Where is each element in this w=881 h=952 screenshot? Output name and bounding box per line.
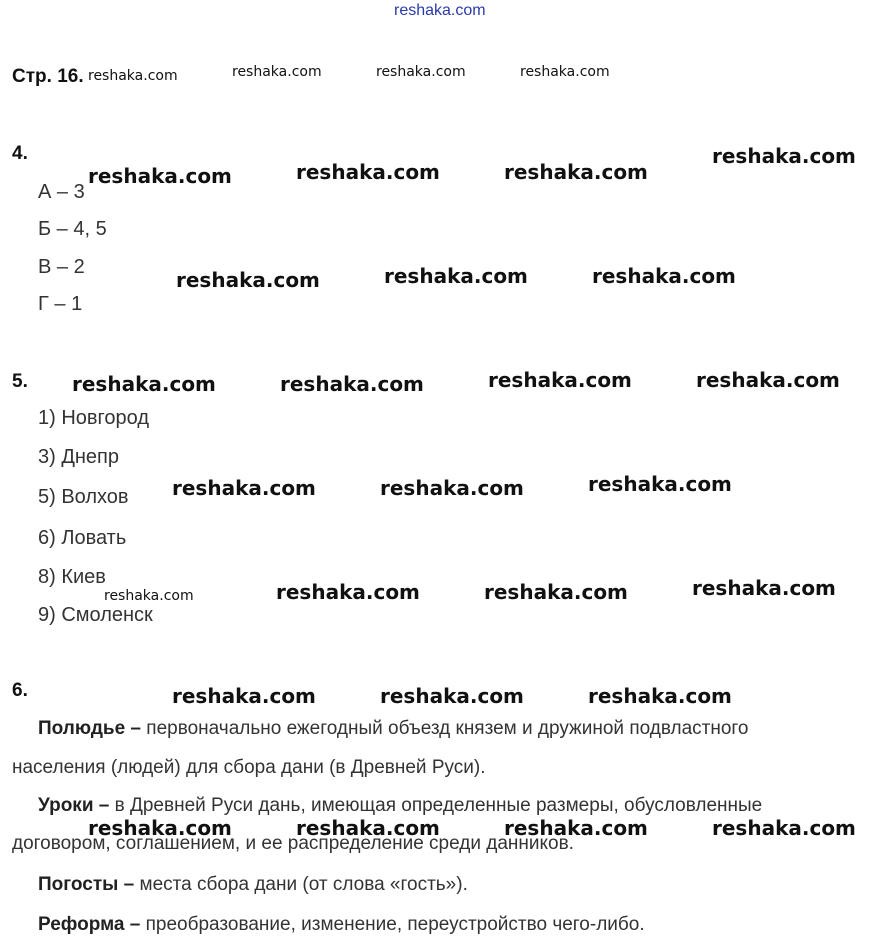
watermark: reshaka.com (104, 588, 194, 604)
definition-text: места сбора дани (от слова «гость»). (139, 874, 468, 895)
task-4-answer: Г – 1 (38, 293, 83, 315)
watermark: reshaka.com (172, 476, 316, 500)
watermark: reshaka.com (588, 684, 732, 708)
definition-text: преобразование, изменение, переустройство чего-либо. (145, 914, 645, 935)
watermark: reshaka.com (504, 160, 648, 184)
watermark: reshaka.com (280, 372, 424, 396)
watermark: reshaka.com (72, 372, 216, 396)
watermark: reshaka.com (176, 268, 320, 292)
watermark: reshaka.com (504, 816, 648, 840)
watermark: reshaka.com (232, 64, 322, 80)
term-definition (38, 874, 468, 896)
task-5-answer: 5) Волхов (38, 486, 129, 508)
definition-text: первоначально ежегодный объезд князем и дружиной подвластного (146, 718, 749, 739)
definition-text: в Древней Руси дань, имеющая определенные размеры, обусловленные (114, 795, 763, 816)
task-4-answer: В – 2 (38, 256, 85, 278)
term-name: Погосты – (38, 874, 135, 895)
watermark: reshaka.com (712, 144, 856, 168)
watermark: reshaka.com (384, 264, 528, 288)
task-5-answer: 9) Смоленск (38, 604, 153, 626)
watermark: reshaka.com (376, 64, 466, 80)
task-4-answer: А – 3 (38, 181, 85, 203)
task-4-number: 4. (12, 143, 28, 164)
task-4-answer: Б – 4, 5 (38, 218, 107, 240)
watermark: reshaka.com (488, 368, 632, 392)
task-5-answer: 8) Киев (38, 566, 106, 588)
watermark: reshaka.com (172, 684, 316, 708)
watermark: reshaka.com (276, 580, 420, 604)
term-name: Уроки – (38, 795, 110, 816)
watermark: reshaka.com (296, 816, 440, 840)
watermark: reshaka.com (296, 160, 440, 184)
definition-continuation: договором, соглашением, и ее распределение среди данников. (12, 833, 574, 854)
task-5-answer: 3) Днепр (38, 446, 120, 468)
term-name: Реформа – (38, 914, 141, 935)
watermark: reshaka.com (88, 164, 232, 188)
watermark: reshaka.com (88, 68, 178, 84)
watermark: reshaka.com (588, 472, 732, 496)
term-name: Полюдье – (38, 718, 141, 739)
site-header-link[interactable]: reshaka.com (394, 2, 486, 19)
watermark: reshaka.com (88, 816, 232, 840)
watermark: reshaka.com (380, 684, 524, 708)
watermark: reshaka.com (592, 264, 736, 288)
task-5-number: 5. (12, 371, 28, 392)
task-5-answer: 6) Ловать (38, 527, 127, 549)
task-5-answer: 1) Новгород (38, 407, 149, 429)
watermark: reshaka.com (484, 580, 628, 604)
watermark: reshaka.com (712, 816, 856, 840)
watermark: reshaka.com (696, 368, 840, 392)
watermark: reshaka.com (380, 476, 524, 500)
term-definition (38, 914, 645, 936)
watermark: reshaka.com (520, 64, 610, 80)
term-definition (38, 795, 762, 817)
watermark: reshaka.com (692, 576, 836, 600)
definition-continuation: населения (людей) для сбора дани (в Древней Руси). (12, 757, 486, 778)
page-heading: Стр. 16. (12, 66, 84, 87)
term-definition (38, 718, 749, 740)
task-6-number: 6. (12, 680, 28, 701)
